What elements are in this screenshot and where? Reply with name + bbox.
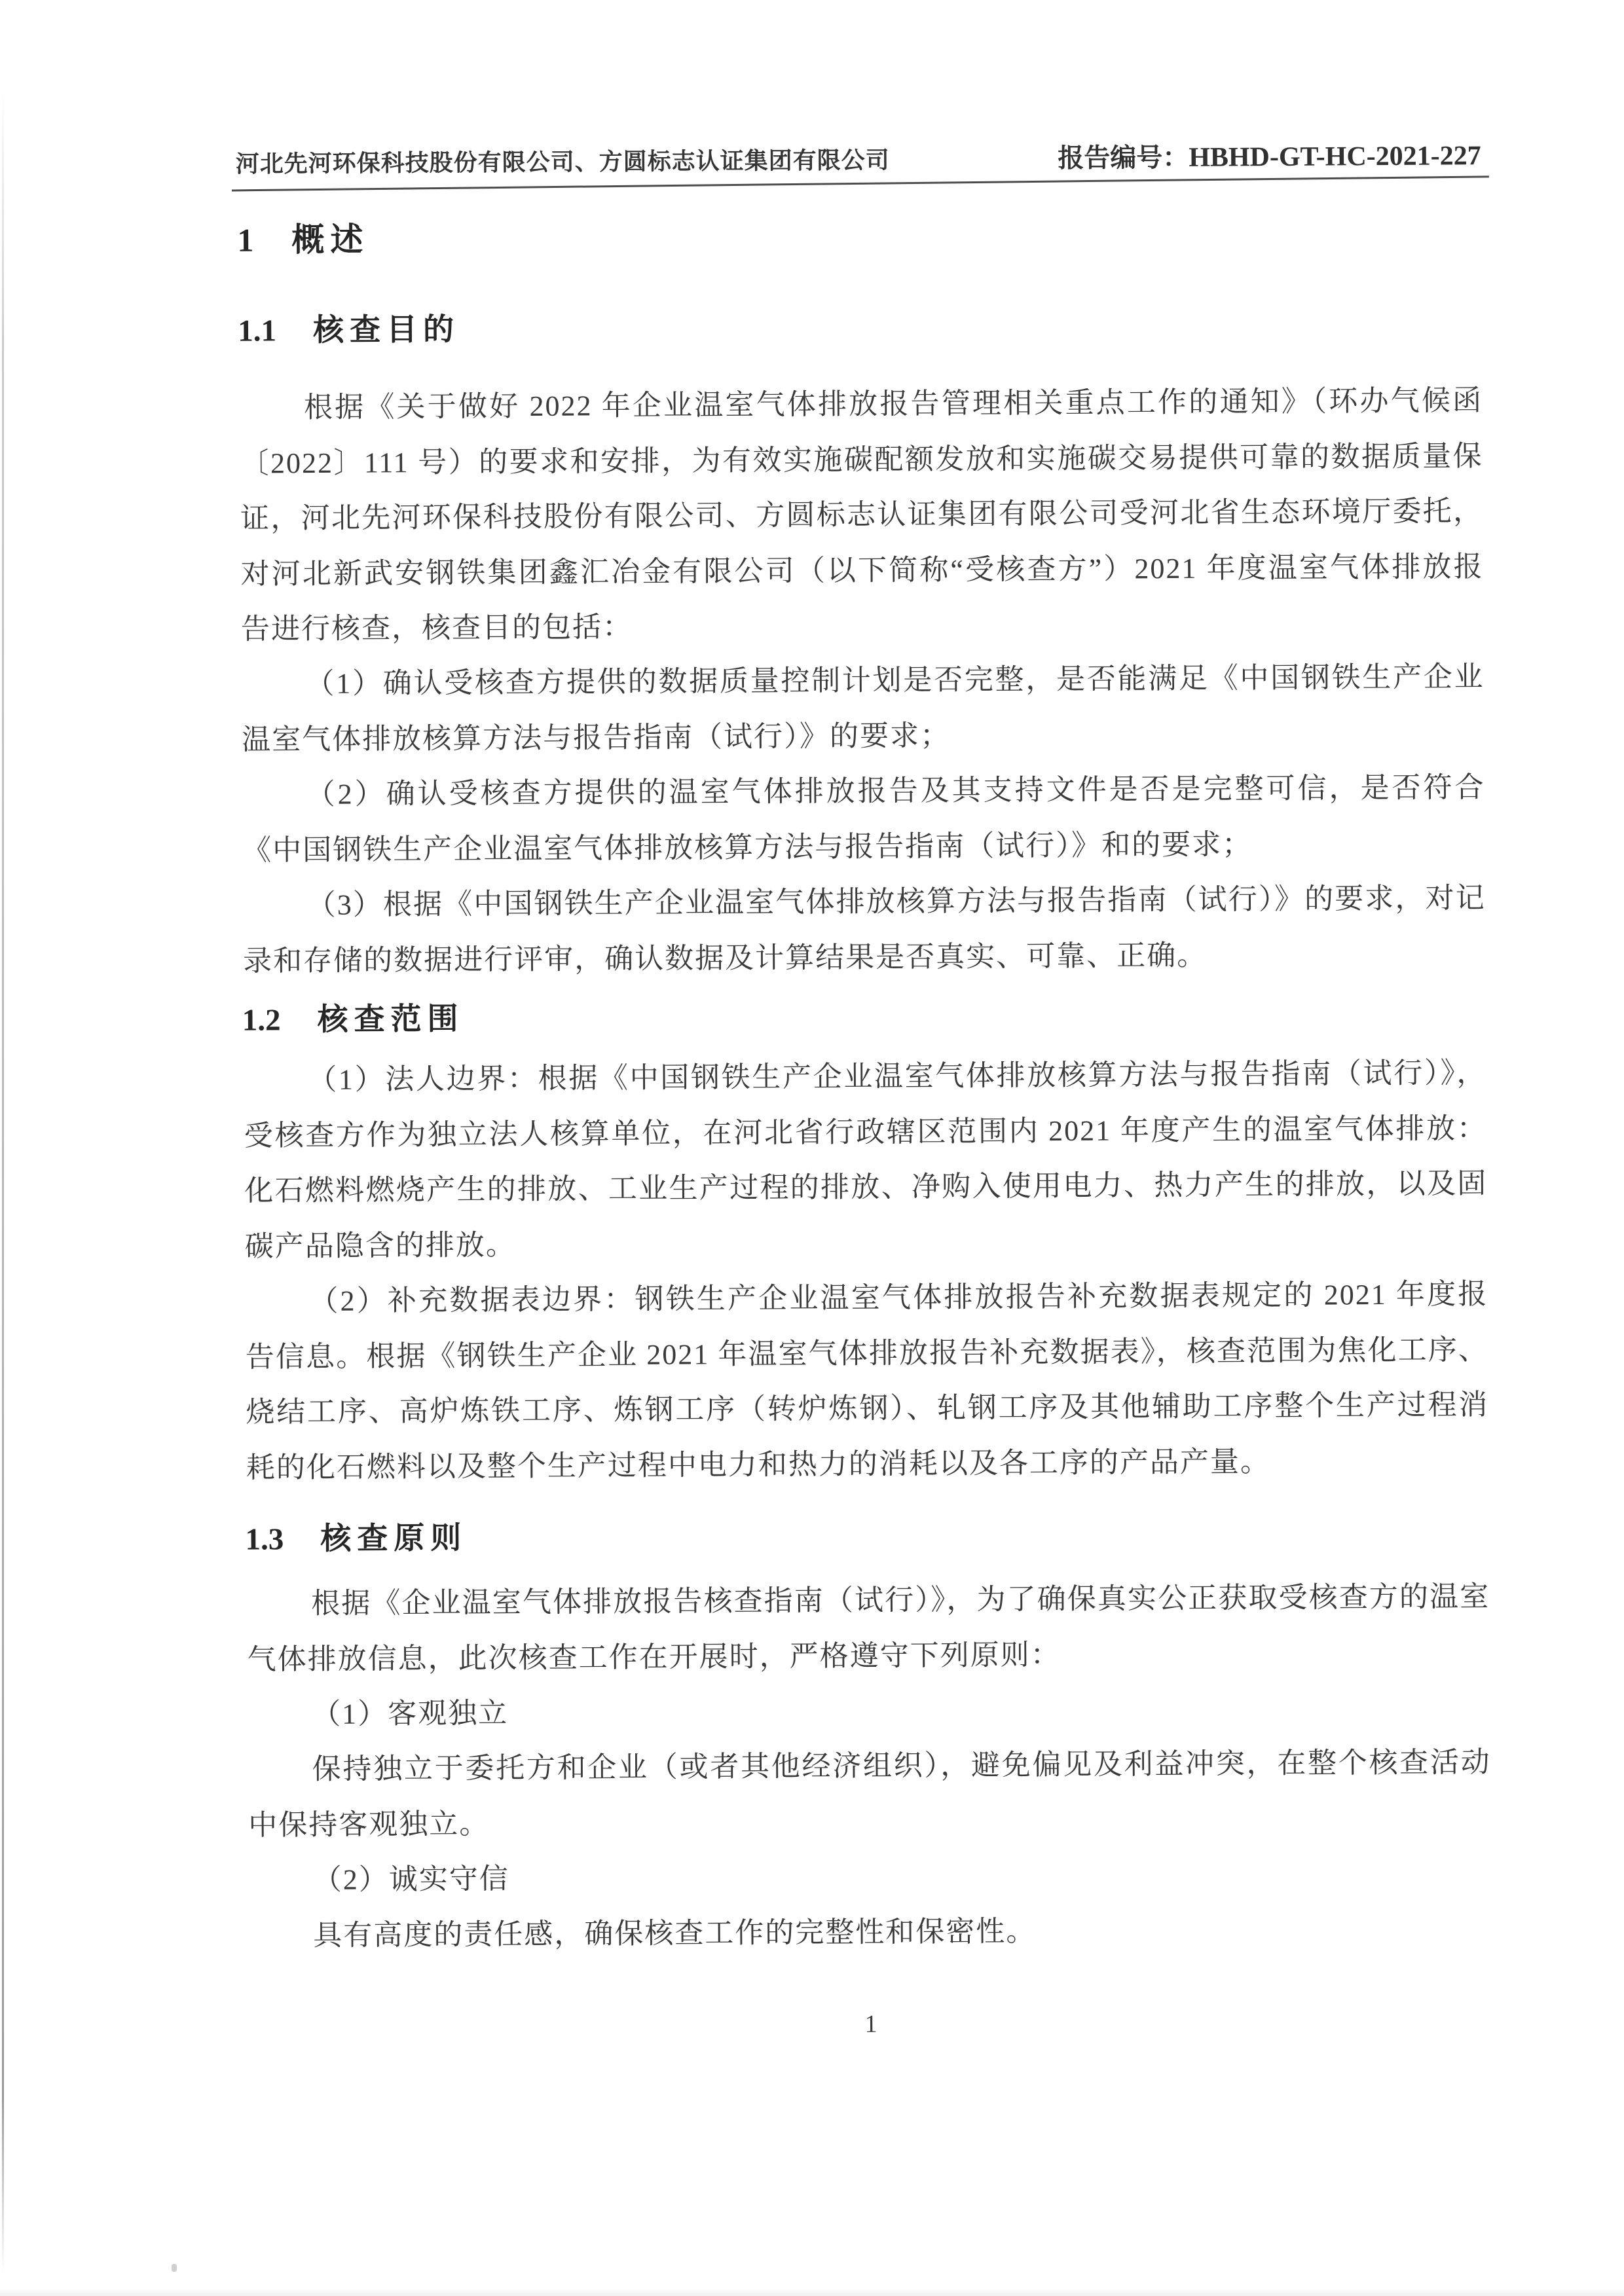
- report-number-value: HBHD-GT-HC-2021-227: [1189, 141, 1481, 173]
- paragraph-1-3-principle-1-body: 保持独立于委托方和企业（或者其他经济组织），避免偏见及利益冲突，在整个核查活动中保持客观独立。: [248, 1746, 1491, 1842]
- page-number: 1: [864, 2010, 877, 2038]
- scan-speck-artifact: [172, 2264, 177, 2272]
- paragraph-1-3-intro: 根据《企业温室气体排放报告核查指南（试行）》，为了确保真实公正获取受核查方的温室气体排放信息，此次核查工作在开展时，严格遵守下列原则：: [247, 1580, 1490, 1676]
- section-1-3-title: 核查原则: [320, 1521, 468, 1556]
- section-heading-1-3: [245, 1516, 467, 1562]
- paragraph-1-1-item-3: （3）根据《中国钢铁生产企业温室气体排放核算方法与报告指南（试行）》的要求，对记录和存储的数据进行评审，确认数据及计算结果是否真实、可靠、正确。: [243, 882, 1486, 977]
- section-1-3-number: 1.3: [245, 1522, 284, 1557]
- paragraph-1-1-item-2: （2）确认受核查方提供的温室气体排放报告及其支持文件是否是完整可信，是否符合《中国钢铁生产企业温室气体排放核算方法与报告指南（试行）》和的要求；: [242, 771, 1485, 867]
- chapter-number: 1: [237, 221, 254, 259]
- section-1-1-number: 1.1: [238, 314, 277, 348]
- page-header: [236, 139, 1481, 181]
- header-company-names: 河北先河环保科技股份有限公司、方圆标志认证集团有限公司: [235, 147, 890, 177]
- section-heading-1-2: [242, 997, 464, 1043]
- report-number-label: 报告编号：: [1058, 142, 1189, 173]
- section-1-2-title: 核查范围: [317, 1002, 464, 1037]
- scan-edge-artifact-left: [2, 92, 4, 2272]
- paragraph-1-3-principle-2-body: 具有高度的责任感，确保核查工作的完整性和保密性。: [313, 1915, 1037, 1952]
- scan-bottom-shade-artifact: [0, 2288, 1624, 2296]
- header-report-number: [1058, 139, 1481, 175]
- paragraph-1-3-principle-1-title: （1）客观独立: [312, 1697, 509, 1731]
- paragraph-1-1-item-1: （1）确认受核查方提供的数据质量控制计划是否完整，是否能满足《中国钢铁生产企业温室气体排放核算方法与报告指南（试行）》的要求；: [241, 661, 1485, 756]
- paragraph-1-3-principle-2-title: （2）诚实守信: [312, 1863, 509, 1897]
- chapter-heading: [237, 216, 369, 263]
- paragraph-1-2-item-1: （1）法人边界：根据《中国钢铁生产企业温室气体排放核算方法与报告指南（试行）》，受核查方作为独立法人核算单位，在河北省行政辖区范围内 2021 年度产生的温室气体排放：化石燃料燃烧产生的排放、工业生产过程的排放、净购入使用电力、热力产生的排放，以及固碳产品隐含的排放。: [244, 1057, 1488, 1263]
- section-1-1-title: 核查目的: [312, 312, 460, 348]
- paragraph-1-2-item-2: （2）补充数据表边界：钢铁生产企业温室气体排放报告补充数据表规定的 2021 年度报告信息。根据《钢铁生产企业 2021 年温室气体排放报告补充数据表》，核查范围为焦化工序、烧结工序、高炉炼铁工序、炼钢工序（转炉炼钢）、轧钢工序及其他辅助工序整个生产过程消耗的化石燃料以及整个生产过程中电力和热力的消耗以及各工序的产品产量。: [245, 1278, 1489, 1484]
- paragraph-1-1-intro: 根据《关于做好 2022 年企业温室气体排放报告管理相关重点工作的通知》（环办气候函〔2022〕111 号）的要求和安排，为有效实施碳配额发放和实施碳交易提供可靠的数据质量保证，河北先河环保科技股份有限公司、方圆标志认证集团有限公司受河北省生态环境厅委托，对河北新武安钢铁集团鑫汇冶金有限公司（以下简称“受核查方”）2021 年度温室气体排放报告进行核查，核查目的包括：: [240, 384, 1484, 646]
- section-1-2-number: 1.2: [242, 1003, 281, 1038]
- chapter-title: 概述: [291, 221, 369, 259]
- section-heading-1-1: [238, 308, 460, 354]
